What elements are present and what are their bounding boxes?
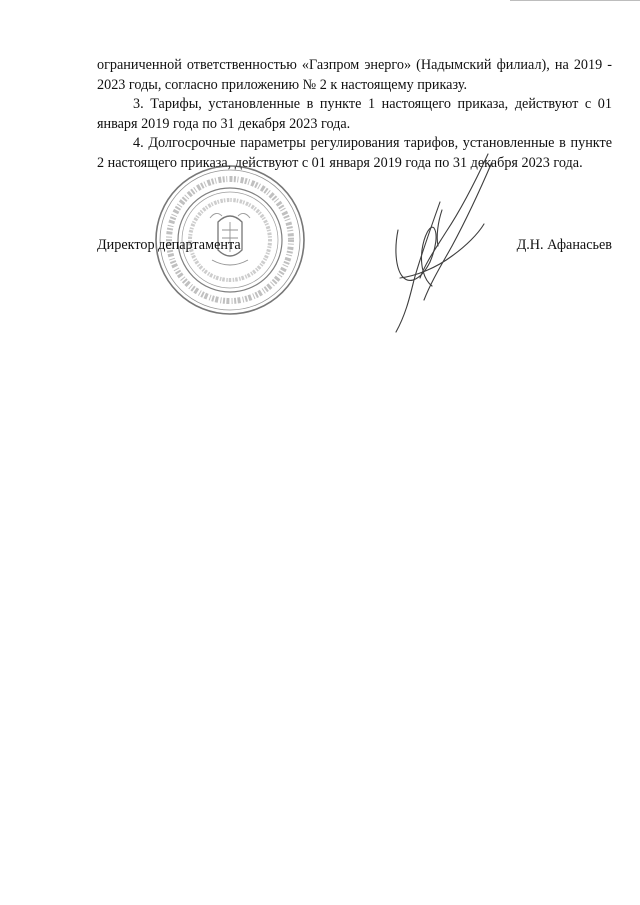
signatory-name: Д.Н. Афанасьев: [516, 237, 612, 253]
paragraph-item-4: 4. Долгосрочные параметры регулирования тарифов, установленные в пункте 2 настоящего приказа, действуют с 01 января 2019 года по 31 декабря 2023 года.: [97, 135, 612, 171]
handwritten-signature-icon: [380, 150, 510, 340]
top-edge-rule: [510, 0, 640, 1]
paragraph-continuation: ограниченной ответственностью «Газпром энерго» (Надымский филиал), на 2019 - 2023 годы, согласно приложению № 2 к настоящему приказу.: [97, 57, 612, 93]
document-body: [97, 56, 612, 173]
paragraph-item-3: 3. Тарифы, установленные в пункте 1 настоящего приказа, действуют с 01 января 2019 года по 31 декабря 2023 года.: [97, 96, 612, 132]
signatory-position: Директор департамента: [97, 237, 241, 253]
